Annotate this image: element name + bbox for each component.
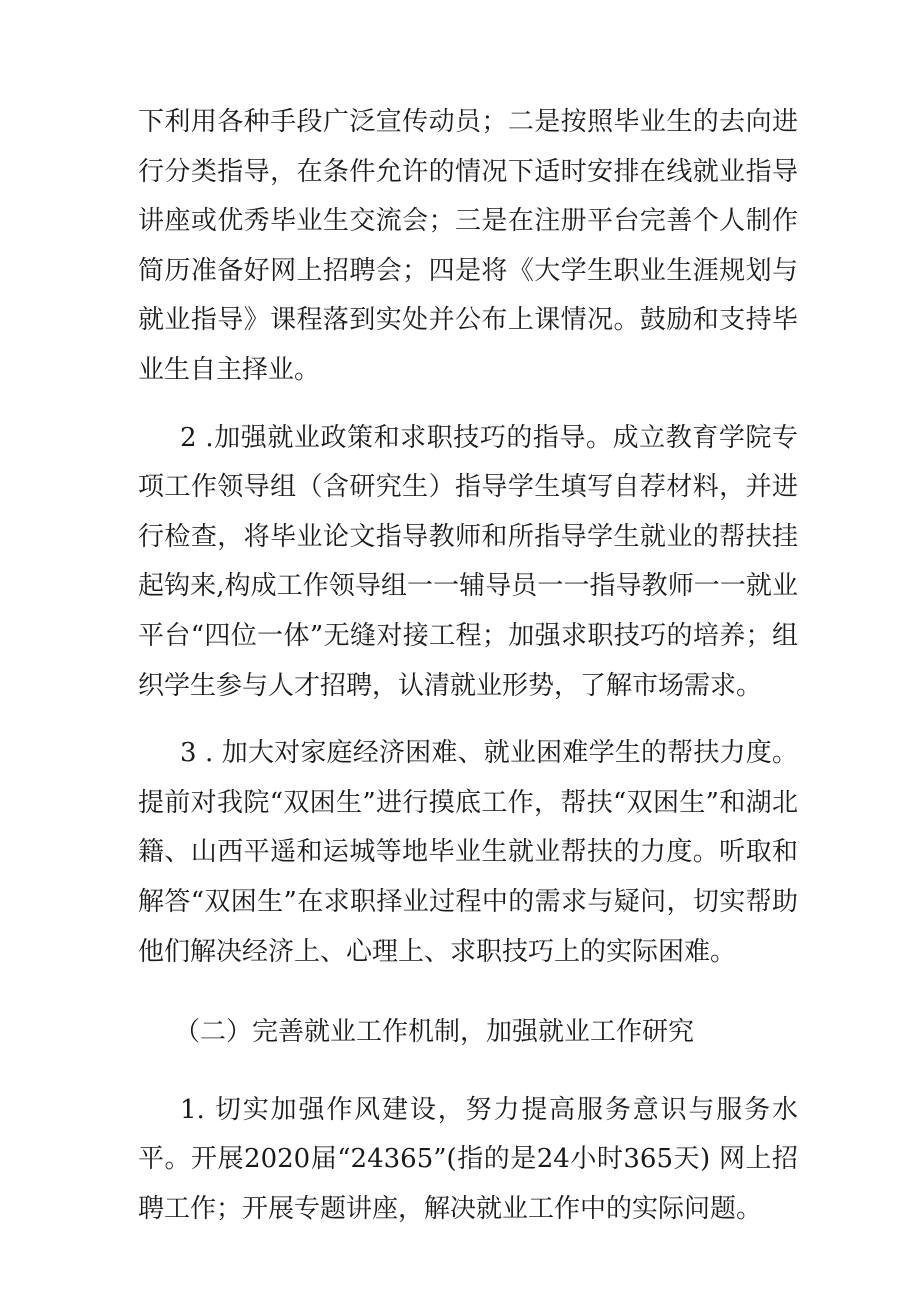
section-heading: （二）完善就业工作机制，加强就业工作研究 [174, 1017, 695, 1048]
paragraph-item-2: 2 .加强就业政策和求职技巧的指导。成立教育学院专项工作领导组（含研究生）指导学生填写自荐材料，并进行检查，将毕业论文指导教师和所指导学生就业的帮扶挂起钩来,构成工作领导组一一辅导员一一指导教师一一就业平台“四位一体”无缝对接工程；加强求职技巧的培养；组织学生参与人才招聘，认清就业形势，了解市场需求。 [138, 422, 798, 701]
paragraph-item-3: 3 . 加大对家庭经济困难、就业困难学生的帮扶力度。提前对我院“双困生”进行摸底工作，帮扶“双困生”和湖北籍、山西平遥和运城等地毕业生就业帮扶的力度。听取和解答“双困生”在求职择业过程中的需求与疑问，切实帮助他们解决经济上、心理上、求职技巧上的实际困难。 [138, 738, 798, 967]
paragraph-continuation: 下利用各种手段广泛宣传动员；二是按照毕业生的去向进行分类指导，在条件允许的情况下适时安排在线就业指导讲座或优秀毕业生交流会；三是在注册平台完善个人制作简历准备好网上招聘会；四是将《大学生职业生涯规划与就业指导》课程落到实处并公布上课情况。鼓励和支持毕业生自主择业。 [138, 107, 798, 385]
document-body [138, 98, 798, 1234]
paragraph-subitem-1: 1. 切实加强作风建设，努力提高服务意识与服务水平。开展2020届“24365”(指的是24小时365天) 网上招聘工作；开展专题讲座，解决就业工作中的实际问题。 [138, 1094, 798, 1224]
